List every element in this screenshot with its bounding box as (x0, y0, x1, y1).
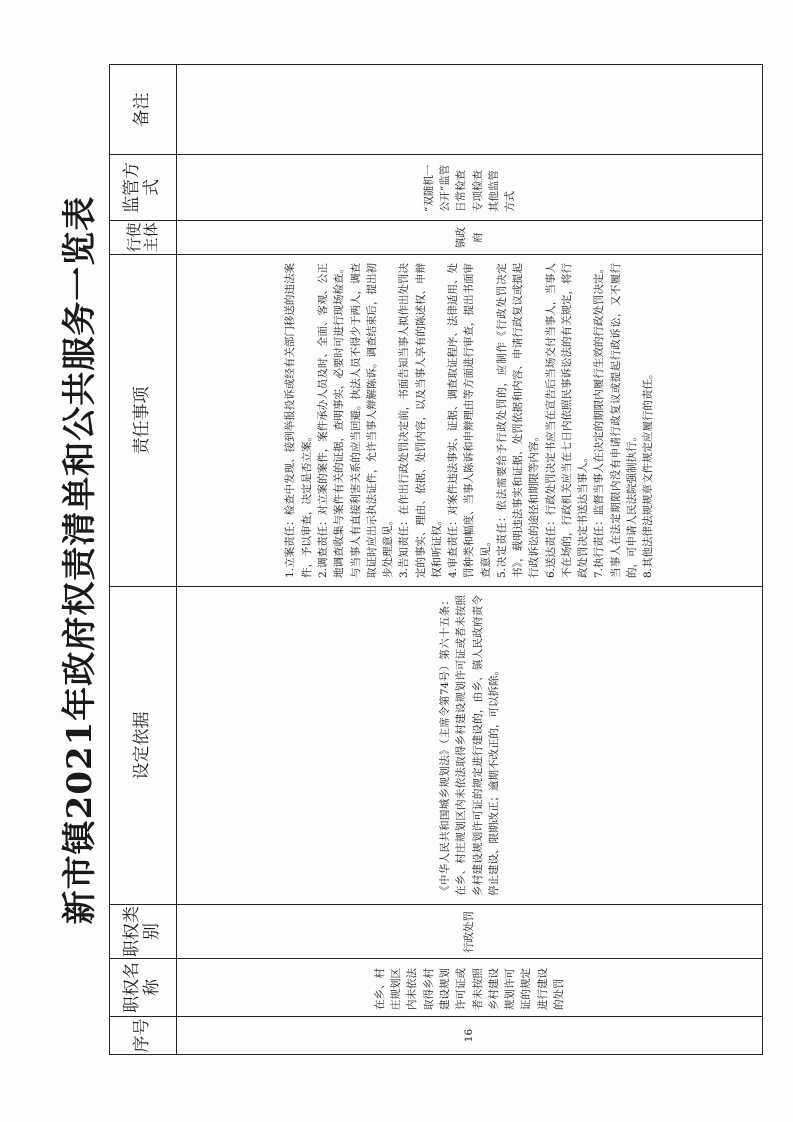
row-power-type: 行政处罚 (463, 911, 476, 953)
row-supervision: “双随机一公开”监管日常检查专项检查其他监管方式 (422, 164, 517, 212)
duty-item: 1.立案责任：检查中发现、接到举报投诉或经有关部门移送的违法案件，予以审查，决定是否立案。 (284, 263, 313, 578)
duty-item: 7.执行责任：监督当事人在决定的期限内履行生效的行政处罚决定。当事人在法定期限内没有申请行政复议或提起行政诉讼，又不履行的，可申请人民法院强制执行。 (593, 263, 639, 578)
table-row (177, 65, 763, 1055)
duty-item: 3.告知责任：在作出行政处罚决定前，书面告知当事人拟作出处罚决定的事实、理由、依据、处罚内容，以及当事人享有的陈述权、申辩权和听证权。 (398, 263, 443, 578)
header-duties: 责任事项 (110, 255, 177, 587)
row-power-name-cell (177, 959, 763, 1017)
header-remarks: 备注 (110, 65, 177, 155)
row-supervision-cell (177, 155, 763, 221)
row-subject: 镇政府 (455, 227, 484, 248)
row-duties-cell (177, 255, 763, 587)
header-basis: 设定依据 (110, 587, 177, 905)
row-remarks (177, 65, 763, 155)
header-supervision: 监管方式 (110, 155, 177, 221)
header-subject: 行使主体 (110, 221, 177, 255)
duties-list (276, 255, 662, 586)
row-power-type-cell (177, 905, 763, 959)
row-subject-cell (177, 221, 763, 255)
header-power-name: 职权名称 (110, 959, 177, 1017)
row-basis: 《中华人民共和国城乡规划法》（主席令第74号）第六十五条：在乡、村庄规划区内未依法取得乡村建设规划许可证或者未按照乡村建设规划许可证的规定进行建设的，由乡、镇人民政府责令停止建设、限期改正；逾期不改正的，可以拆除。 (438, 595, 500, 896)
header-index: 序号 (110, 1017, 177, 1055)
duty-item: 5.决定责任：依法需要给予行政处罚的，应制作《行政处罚决定书》，载明违法事实和证据、处罚依据和内容、申请行政复议或提起行政诉讼的途径和期限等内容。 (495, 263, 541, 578)
duty-item: 8.其他法律法规规章文件规定应履行的责任。 (642, 368, 655, 578)
duty-item: 6.送达责任：行政处罚决定书应当在宣告后当场交付当事人，当事人不在场的，行政机关应当在七日内依照民事诉讼法的有关规定，将行政处罚决定书送达当事人。 (544, 263, 590, 578)
document-title: 新市镇2021年政府权责清单和公共服务一览表 (59, 195, 100, 925)
row-basis-cell (177, 587, 763, 905)
header-power-type: 职权类别 (110, 905, 177, 959)
row-index: 16 (177, 1017, 763, 1055)
row-power-name: 在乡、村庄规划区内未依法取得乡村建设规划许可证或者未按照乡村建设规划许可证的规定进行建设的处罚 (373, 968, 565, 1010)
rotated-sheet (43, 65, 763, 1055)
table-header-row (110, 65, 177, 1055)
power-list-table (109, 64, 763, 1055)
duty-item: 4.审查责任：对案件违法事实、证据、调查取证程序、法律适用、处罚种类和幅度、当事人陈诉和申辩理由等方面进行审查，提出书面审查意见。 (447, 263, 492, 578)
duty-item: 2.调查责任：对立案的案件，案件承办人员及时、全面、客观、公正地调查收集与案件有关的证据，查明事实，必要时可进行现场检查。与当事人有直接利害关系的应当回避。执法人员不得少于两人，调查取证时应出示执法证件，允许当事人辩解陈诉。调查结束后，提出初步处理意见。 (316, 263, 395, 578)
